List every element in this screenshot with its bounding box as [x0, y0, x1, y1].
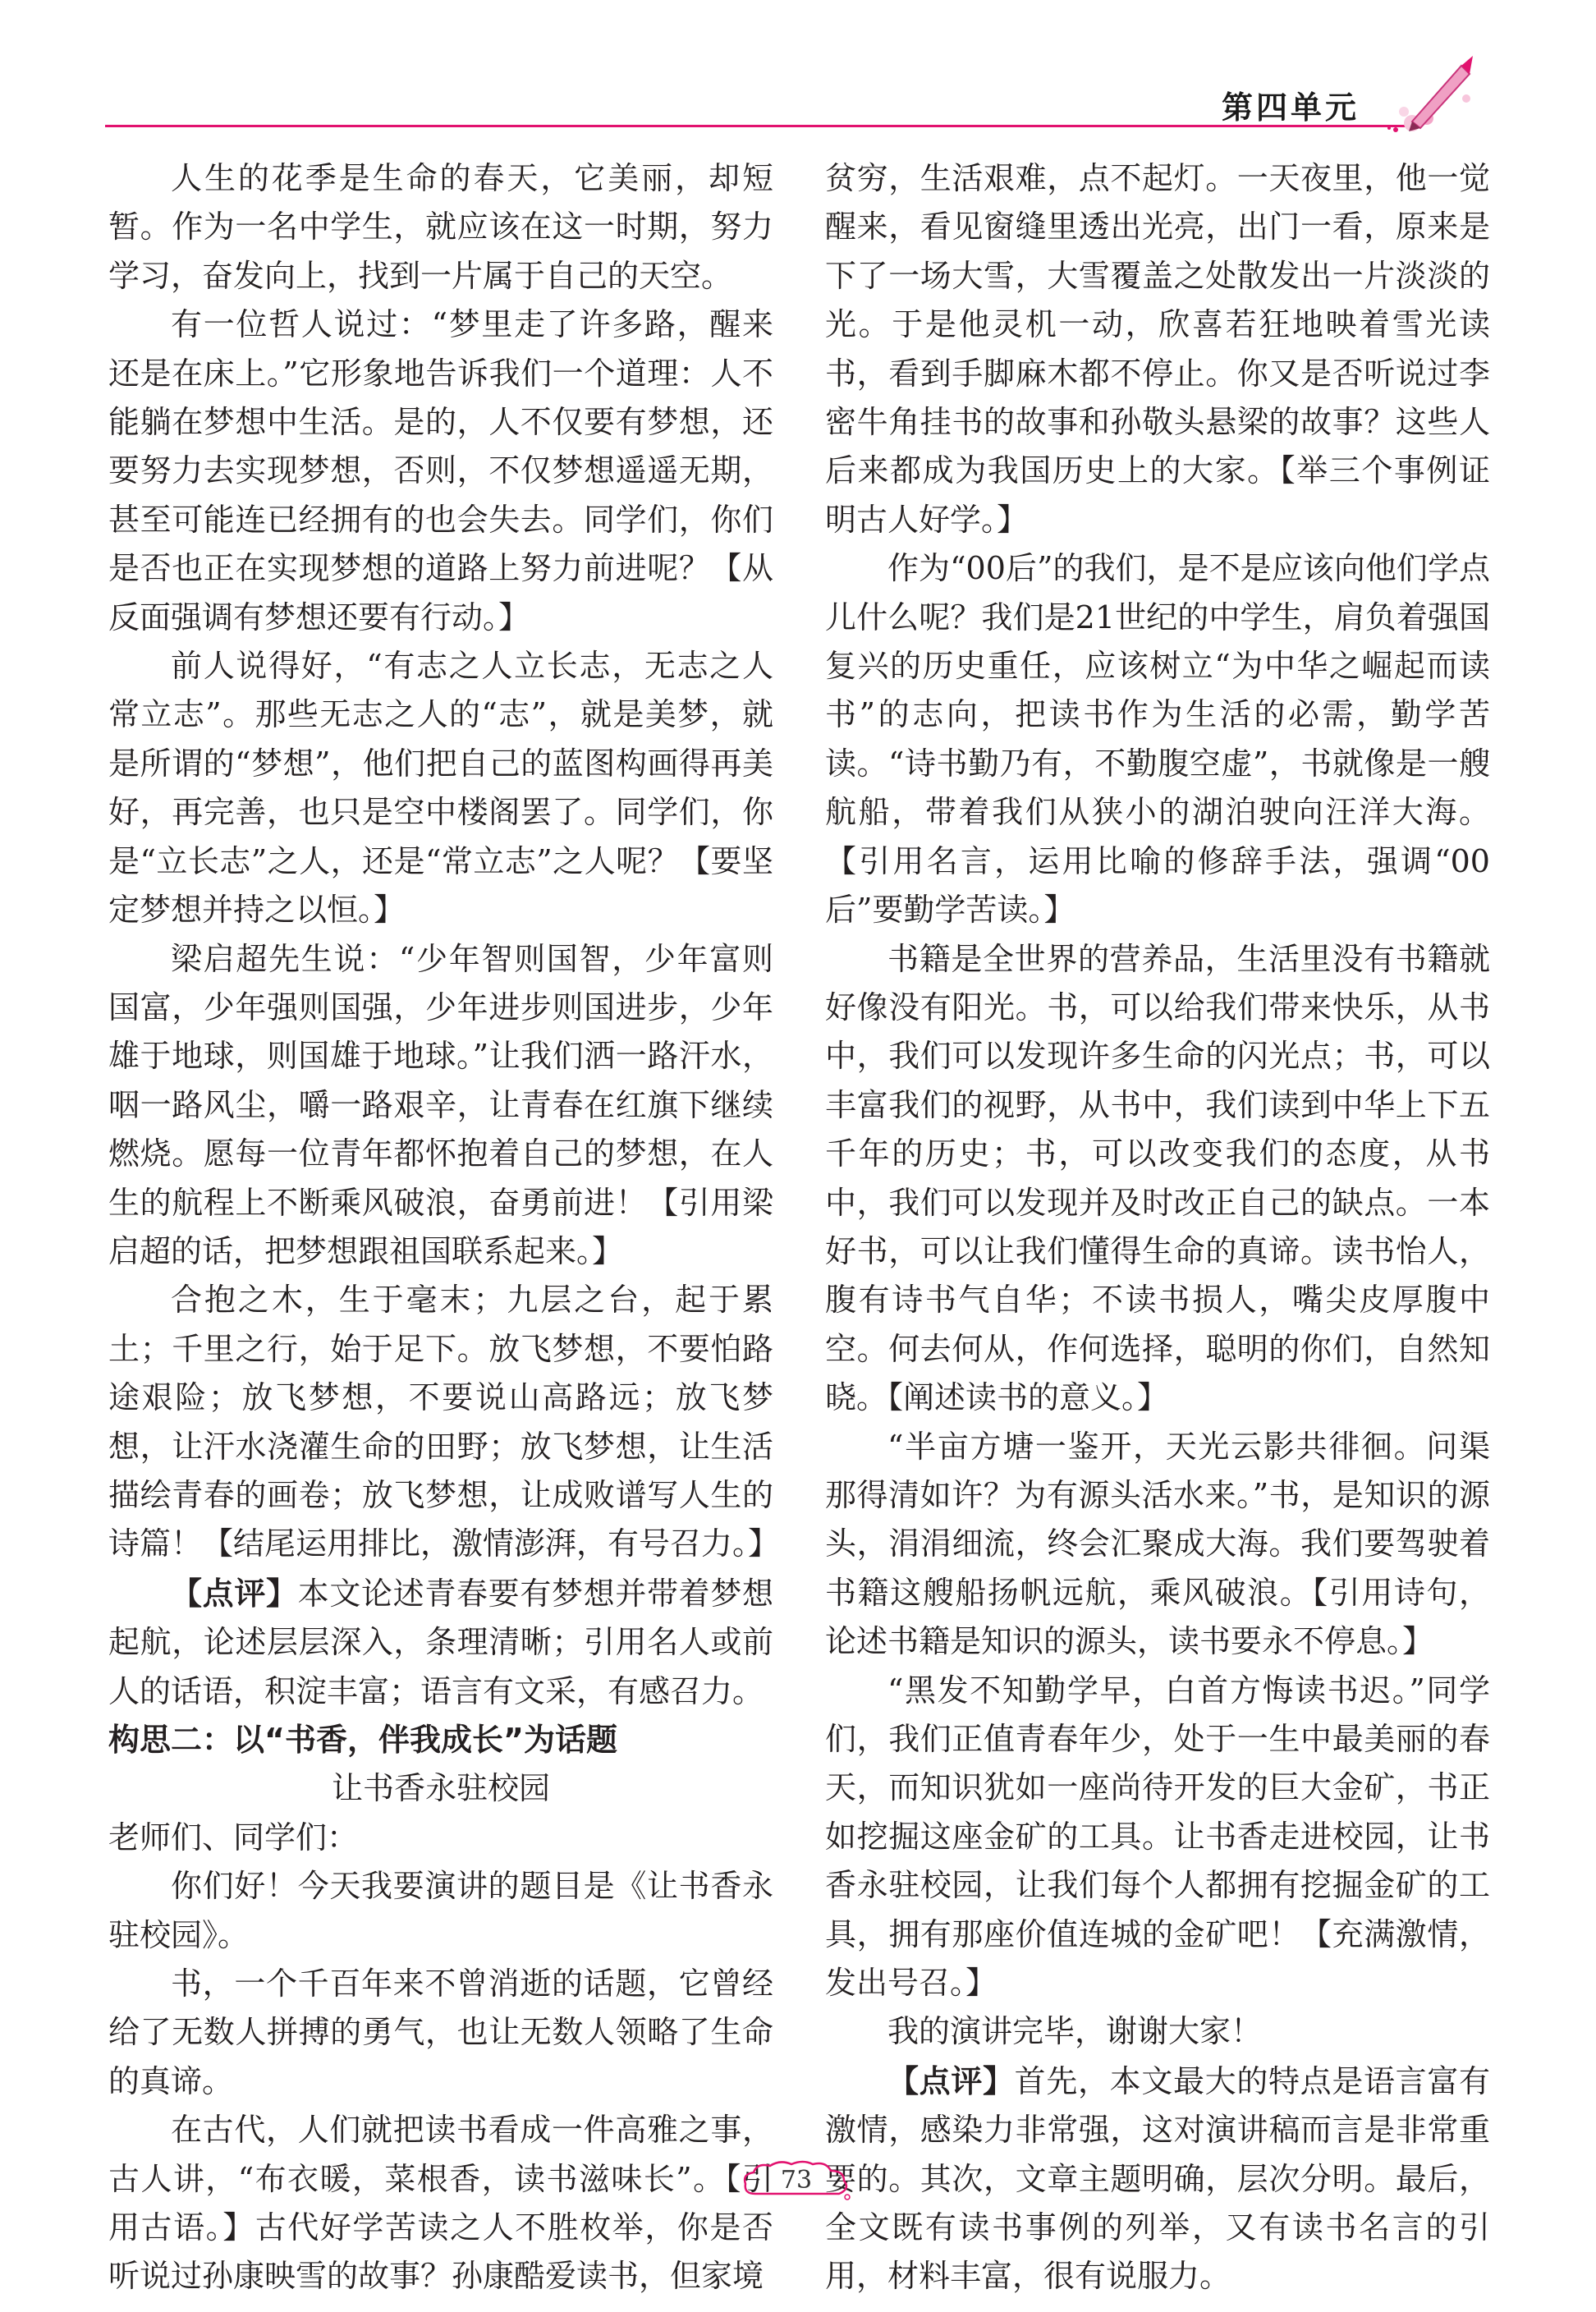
left-paragraph-3: 前人说得好，“有志之人立长志，无志之人常立志”。那些无志之人的“志”，就是美梦，就是所谓的“梦想”，他们把自己的蓝图构画得再美好，再完善，也只是空中楼阁罢了。同学们，你是“立长志”之人，还是“常立志”之人呢？【要坚定梦想并持之以恒。】 [108, 648, 773, 929]
right-paragraph-2: 作为“00后”的我们，是不是应该向他们学点儿什么呢？我们是21世纪的中学生，肩负着强国复兴的历史重任，应该树立“为中华之崛起而读书”的志向，把读书作为生活的必需，勤学苦读。“诗书勤乃有，不勤腹空虚”，书就像是一艘航船，带着我们从狭小的湖泊驶向汪洋大海。【引用名言，运用比喻的修辞手法，强调“00后”要勤学苦读。】 [825, 550, 1490, 929]
idea-2-text: 以“书香，伴我成长”为话题 [233, 1722, 617, 1758]
left-paragraph-7: 书，一个千百年来不曾消逝的话题，它曾经给了无数人拼搏的勇气，也让无数人领略了生命的真谛。 [108, 1966, 773, 2099]
right-paragraph-5: “黑发不知勤学早，白首方悔读书迟。”同学们，我们正值青春年少，处于一生中最美丽的春天，而知识犹如一座尚待开发的巨大金矿，书正如挖掘这座金矿的工具。让书香走进校园，让书香永驻校园，让我们每个人都拥有挖掘金矿的工具，拥有那座价值连城的金矿吧！【充满激情，发出号召。】 [825, 1672, 1490, 2002]
comment-2 [825, 2057, 1490, 2301]
comment-1-label: 【点评】 [171, 1574, 298, 1612]
right-paragraph-4: “半亩方塘一鉴开，天光云影共徘徊。问渠那得清如许？为有源头活水来。”书，是知识的源头，涓涓细流，终会汇聚成大海。我们要驾驶着书籍这艘船扬帆远航，乘风破浪。【引用诗句，论述书籍是知识的源头，读书要永不停息。】 [825, 1428, 1490, 1660]
left-paragraph-2: 有一位哲人说过：“梦里走了许多路，醒来还是在床上。”它形象地告诉我们一个道理：人不能躺在梦想中生活。是的，人不仅要有梦想，还要努力去实现梦想，否则，不仅梦想遥遥无期，甚至可能连已经拥有的也会失去。同学们，你们是否也正在实现梦想的道路上努力前进呢？【从反面强调有梦想还要有行动。】 [108, 306, 773, 635]
idea-2-label: 构思二： [108, 1722, 234, 1758]
right-paragraph-6: 我的演讲完毕，谢谢大家！ [887, 2013, 1263, 2050]
page-number-badge [739, 2158, 854, 2204]
salutation: 老师们、同学们： [108, 1819, 359, 1856]
essay-2-title: 让书香永驻校园 [331, 1770, 550, 1807]
idea-2-heading [108, 1716, 773, 1764]
comment-1-text: 本文论述青春要有梦想并带着梦想起航，论述层层深入，条理清晰；引用名人或前人的话语，积淀丰富；语言有文采，有感召力。 [108, 1575, 773, 1709]
left-paragraph-4: 梁启超先生说：“少年智则国智，少年富则国富，少年强则国强，少年进步则国进步，少年雄于地球，则国雄于地球。”让我们洒一路汗水，咽一路风尘，嚼一路艰辛，让青春在红旗下继续燃烧。愿每一位青年都怀抱着自己的梦想，在人生的航程上不断乘风破浪，奋勇前进！【引用梁启超的话，把梦想跟祖国联系起来。】 [108, 940, 773, 1269]
right-paragraph-1: 贫穷，生活艰难，点不起灯。一天夜里，他一觉醒来，看见窗缝里透出光亮，出门一看，原来是下了一场大雪，大雪覆盖之处散发出一片淡淡的光。于是他灵机一动，欣喜若狂地映着雪光读书，看到手脚麻木都不停止。你又是否听说过李密牛角挂书的故事和孙敬头悬梁的故事？这些人后来都成为我国历史上的大家。【举三个事例证明古人好学。】 [825, 160, 1490, 538]
left-paragraph-6: 你们好！今天我要演讲的题目是《让书香永驻校园》。 [108, 1868, 773, 1953]
right-paragraph-3: 书籍是全世界的营养品，生活里没有书籍就好像没有阳光。书，可以给我们带来快乐，从书中，我们可以发现许多生命的闪光点；书，可以丰富我们的视野，从书中，我们读到中华上下五千年的历史；书，可以改变我们的态度，从书中，我们可以发现并及时改正自己的缺点。一本好书，可以让我们懂得生命的真谛。读书怡人，腹有诗书气自华；不读书损人，嘴尖皮厚腹中空。何去何从，作何选择，聪明的你们，自然知晓。【阐述读书的意义。】 [825, 940, 1490, 1416]
pencil-flower-icon [1387, 49, 1486, 143]
comment-2-label: 【点评】 [887, 2062, 1015, 2099]
comment-1 [108, 1569, 773, 1716]
left-paragraph-5: 合抱之木，生于毫末；九层之台，起于累土；千里之行，始于足下。放飞梦想，不要怕路途艰险；放飞梦想，不要说山高路远；放飞梦想，让汗水浇灌生命的田野；放飞梦想，让生活描绘青春的画卷；放飞梦想，让成败谱写人生的诗篇！【结尾运用排比，激情澎湃，有号召力。】 [108, 1282, 780, 1562]
page-number: 73 [780, 2166, 813, 2195]
left-column [108, 154, 780, 2301]
left-paragraph-8: 在古代，人们就把读书看成一件高雅之事，古人讲，“布衣暖，菜根香，读书滋味长”。【引用古语。】古代好学苦读之人不胜枚举，你是否听说过孙康映雪的故事？孙康酷爱读书，但家境 [108, 2112, 773, 2295]
left-paragraph-1: 人生的花季是生命的春天，它美丽，却短暂。作为一名中学生，就应该在这一时期，努力学习，奋发向上，找到一片属于自己的天空。 [108, 160, 773, 294]
right-column [825, 154, 1490, 2301]
comment-2-text: 首先，本文最大的特点是语言富有激情，感染力非常强，这对演讲稿而言是非常重要的。其次，文章主题明确，层次分明。最后，全文既有读书事例的列举，又有读书名言的引用，材料丰富，很有说服力。 [825, 2062, 1490, 2295]
unit-title: 第四单元 [1222, 89, 1360, 126]
